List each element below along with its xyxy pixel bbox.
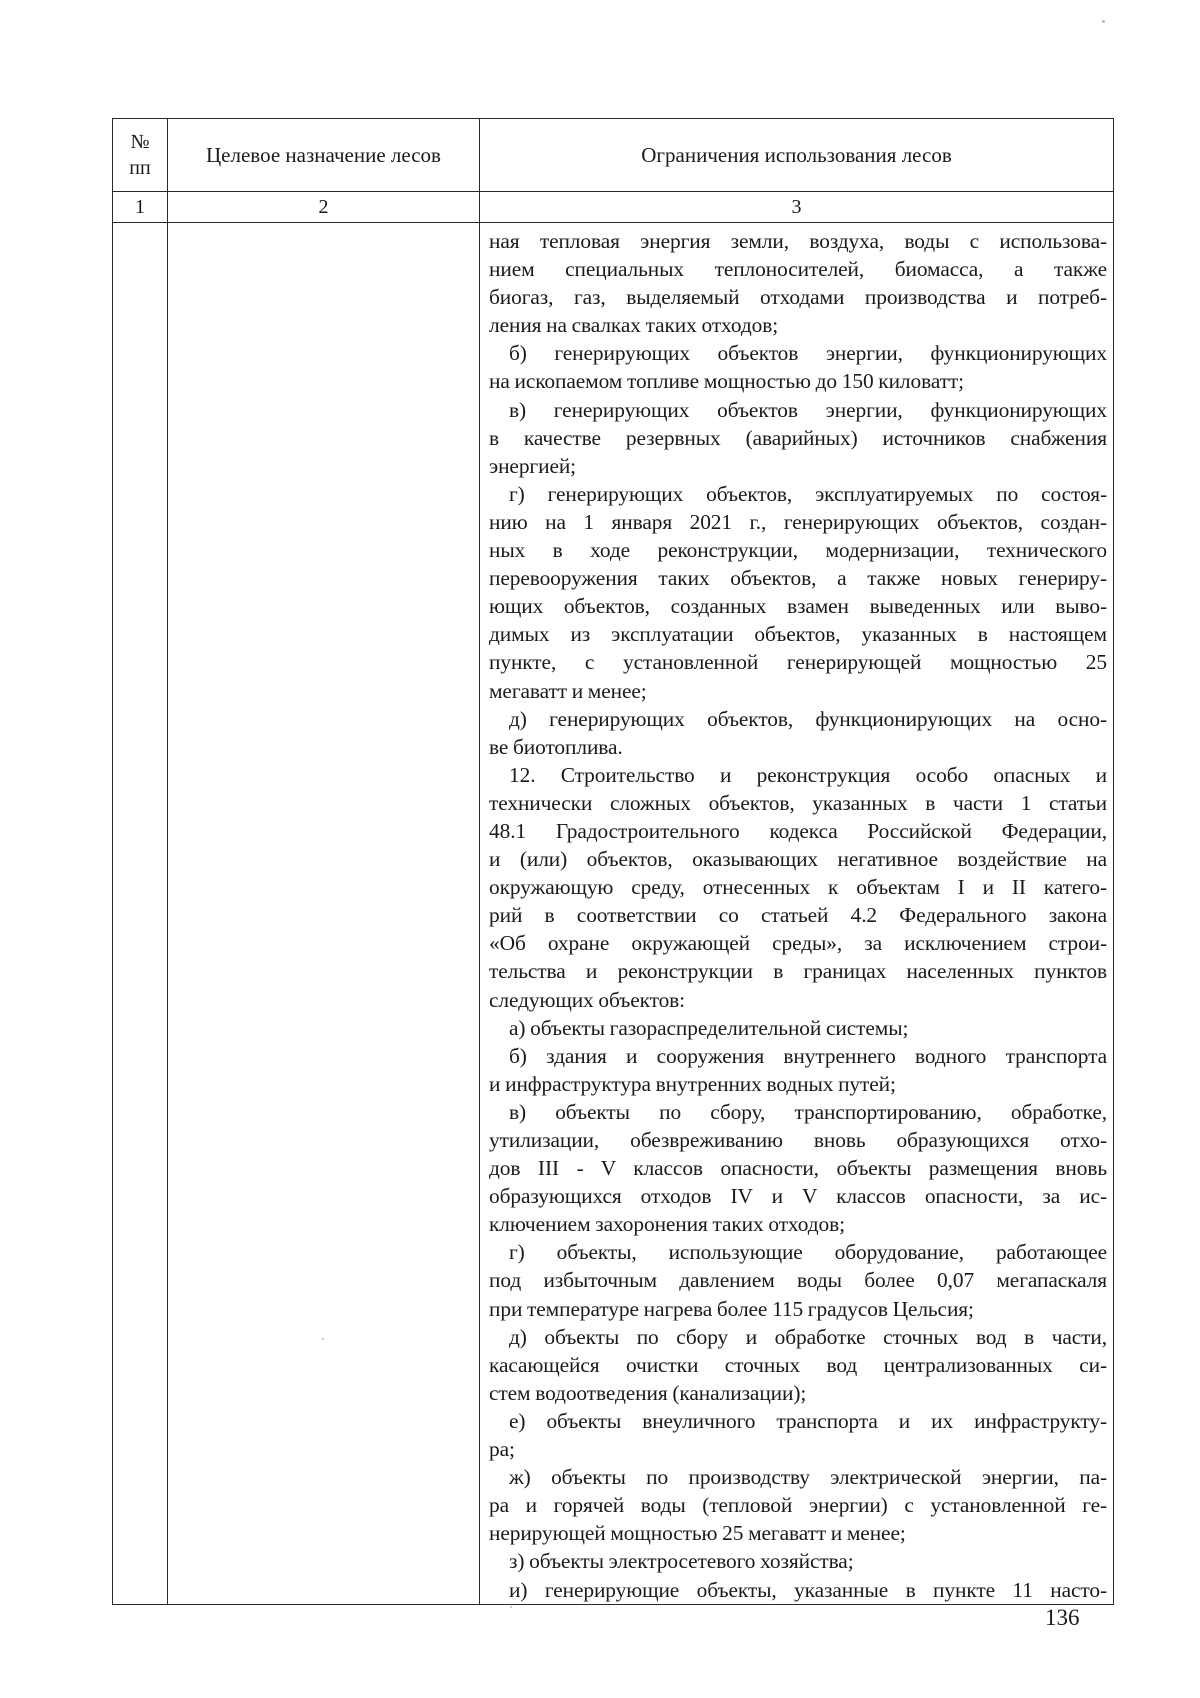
- text-line: мегаватт и менее;: [489, 678, 647, 703]
- text-line: ющих объектов, созданных взамен выведенных или выво-: [489, 594, 1107, 619]
- text-line: на ископаемом топливе мощностью до 150 киловатт;: [489, 369, 964, 394]
- text-line: и) генерирующие объекты, указанные в пункте 11 насто-: [509, 1577, 1107, 1602]
- text-line: нию на 1 января 2021 г., генерирующих объектов, создан-: [489, 509, 1107, 534]
- text-line: технически сложных объектов, указанных в части 1 статьи: [489, 790, 1107, 815]
- scan-speck: [510, 1606, 512, 1608]
- header-restrictions-label: Ограничения использования лесов: [641, 143, 952, 167]
- header-purpose-label: Целевое назначение лесов: [206, 143, 441, 167]
- scan-speck: [322, 1338, 324, 1340]
- text-line: димых из эксплуатации объектов, указанных в настоящем: [489, 622, 1107, 647]
- text-line: «Об охране окружающей среды», за исключением строи-: [489, 931, 1107, 956]
- header-number-sign: №: [130, 131, 150, 153]
- text-line: стем водоотведения (канализации);: [489, 1380, 807, 1405]
- text-line: а) объекты газораспределительной системы;: [509, 1015, 909, 1040]
- text-line: ления на свалках таких отходов;: [489, 313, 779, 338]
- text-line: з) объекты электросетевого хозяйства;: [509, 1549, 854, 1574]
- text-line: касающейся очистки сточных вод централизованных си-: [489, 1352, 1107, 1377]
- body-restrictions-cell: [480, 223, 1114, 1605]
- text-line: г) объекты, использующие оборудование, работающее: [509, 1240, 1107, 1265]
- regulations-table: [112, 118, 1114, 1605]
- text-line: б) генерирующих объектов энергии, функционирующих: [509, 341, 1107, 366]
- text-line: в) генерирующих объектов энергии, функционирующих: [509, 397, 1107, 422]
- text-line: нием специальных теплоносителей, биомасса, а также: [489, 257, 1107, 282]
- page-number: 136: [1045, 1605, 1080, 1630]
- text-line: следующих объектов:: [489, 987, 686, 1012]
- header-number-cell: [113, 119, 168, 192]
- text-line: окружающую среду, отнесенных к объектам I и II катего-: [489, 875, 1107, 900]
- text-line: образующихся отходов IV и V классов опасности, за ис-: [489, 1184, 1107, 1209]
- text-line: ная тепловая энергия земли, воздуха, воды с использова-: [489, 229, 1107, 253]
- text-line: ных в ходе реконструкции, модернизации, технического: [489, 538, 1107, 563]
- header-restrictions-cell: [480, 119, 1114, 192]
- restrictions-text: [480, 223, 1113, 1604]
- body-number-cell: [113, 223, 168, 1605]
- text-line: дов III - V классов опасности, объекты размещения вновь: [489, 1156, 1107, 1181]
- text-line: пункте, с установленной генерирующей мощностью 25: [489, 650, 1107, 675]
- text-line: нерирующей мощностью 25 мегаватт и менее;: [489, 1521, 906, 1546]
- header-number-abbrev: пп: [129, 157, 151, 179]
- text-line: 48.1 Градостроительного кодекса Российской Федерации,: [489, 818, 1107, 843]
- body-purpose-cell: [168, 223, 480, 1605]
- column-number-3: 3: [480, 192, 1114, 223]
- text-line: в качестве резервных (аварийных) источников снабжения: [489, 425, 1107, 450]
- text-line: д) объекты по сбору и обработке сточных вод в части,: [509, 1324, 1107, 1349]
- table-header-row: [113, 119, 1114, 192]
- text-line: утилизации, обезвреживанию вновь образующихся отхо-: [489, 1128, 1107, 1152]
- text-line: при температуре нагрева более 115 градусов Цельсия;: [489, 1296, 974, 1321]
- text-line: ж) объекты по производству электрической энергии, па-: [509, 1465, 1107, 1490]
- text-line: тельства и реконструкции в границах населенных пунктов: [489, 959, 1107, 984]
- text-line: в) объекты по сбору, транспортированию, обработке,: [509, 1099, 1107, 1124]
- header-purpose-cell: [168, 119, 480, 192]
- text-line: 12. Строительство и реконструкция особо опасных и: [509, 762, 1107, 787]
- text-line: биогаз, газ, выделяемый отходами производства и потреб-: [489, 285, 1107, 310]
- column-number-2: 2: [168, 192, 480, 223]
- text-line: ве биотоплива.: [489, 734, 623, 759]
- text-line: под избыточным давлением воды более 0,07 мегапаскаля: [489, 1268, 1107, 1293]
- text-line: ра;: [489, 1437, 515, 1462]
- text-line: рий в соответствии со статьей 4.2 Федерального закона: [489, 903, 1107, 928]
- text-line: б) здания и сооружения внутреннего водного транспорта: [509, 1043, 1107, 1068]
- text-line: и (или) объектов, оказывающих негативное воздействие на: [489, 847, 1107, 872]
- text-line: ра и горячей воды (тепловой энергии) с установленной ге-: [489, 1493, 1107, 1518]
- text-line: е) объекты внеуличного транспорта и их инфраструкту-: [509, 1408, 1107, 1433]
- text-line: энергией;: [489, 453, 577, 478]
- table-body-row: [113, 223, 1114, 1605]
- scan-speck: [1102, 20, 1105, 23]
- column-number-row: [113, 192, 1114, 223]
- column-number-1: 1: [113, 192, 168, 223]
- text-line: д) генерирующих объектов, функционирующих на осно-: [509, 706, 1107, 731]
- text-line: перевооружения таких объектов, а также новых генериру-: [489, 566, 1107, 591]
- text-line: и инфраструктура внутренних водных путей;: [489, 1071, 896, 1096]
- text-line: г) генерирующих объектов, эксплуатируемых по состоя-: [509, 481, 1107, 506]
- text-line: ключением захоронения таких отходов;: [489, 1212, 845, 1237]
